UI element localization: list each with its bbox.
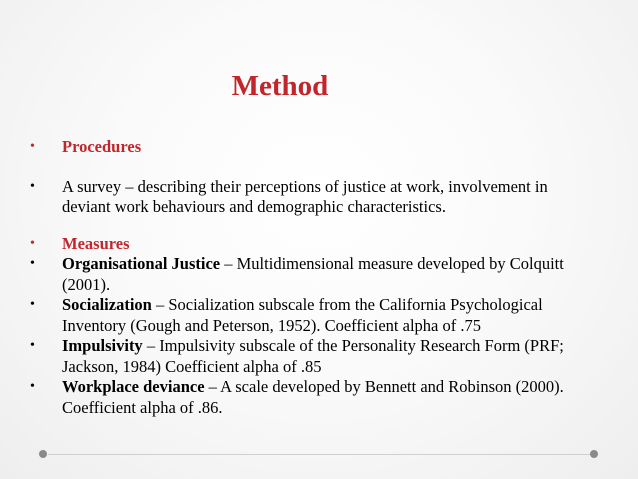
measure-description: – Impulsivity subscale of the Personality Research Form (PRF; Jackson, 1984) Coefficient alpha of .85: [62, 336, 564, 376]
bullet-socialization: [30, 295, 590, 336]
measure-description: – A scale developed by Bennett and Robinson (2000). Coefficient alpha of .86.: [62, 377, 564, 417]
bullet-measures: [30, 234, 590, 255]
bullet-dot: •: [30, 139, 35, 154]
measure-description: – Multidimensional measure developed by Colquitt (2001).: [62, 254, 564, 294]
footer-left-dot-icon: [39, 450, 47, 458]
measure-term: Socialization: [62, 295, 152, 314]
bullet-dot: •: [30, 297, 35, 312]
measure-term: Impulsivity: [62, 336, 143, 355]
bullet-list: [30, 137, 590, 418]
bullet-dot: •: [30, 235, 35, 251]
bullet-impulsivity: [30, 336, 590, 377]
survey-text: A survey – describing their perceptions of justice at work, involvement in deviant work behaviours and demographic characteristics.: [62, 176, 548, 216]
bullet-dot: •: [30, 256, 35, 271]
measure-description: – Socialization subscale from the California Psychological Inventory (Gough and Peterson, 1952). Coefficient alpha of .75: [62, 295, 543, 335]
measure-term: Workplace deviance: [62, 377, 205, 396]
bullet-dot: •: [30, 379, 35, 394]
footer-right-dot-icon: [590, 450, 598, 458]
bullet-procedures: [30, 137, 590, 158]
footer-divider: [48, 454, 592, 455]
section-heading-measures: Measures: [62, 233, 130, 253]
section-heading-procedures: Procedures: [62, 137, 142, 156]
bullet-dot: •: [30, 178, 35, 194]
bullet-dot: •: [30, 338, 35, 353]
bullet-workplace-deviance: [30, 377, 590, 418]
bullet-organisational-justice: [30, 254, 590, 295]
bullet-survey: [30, 177, 590, 218]
measure-term: Organisational Justice: [62, 254, 221, 273]
slide-title: Method: [231, 70, 329, 102]
